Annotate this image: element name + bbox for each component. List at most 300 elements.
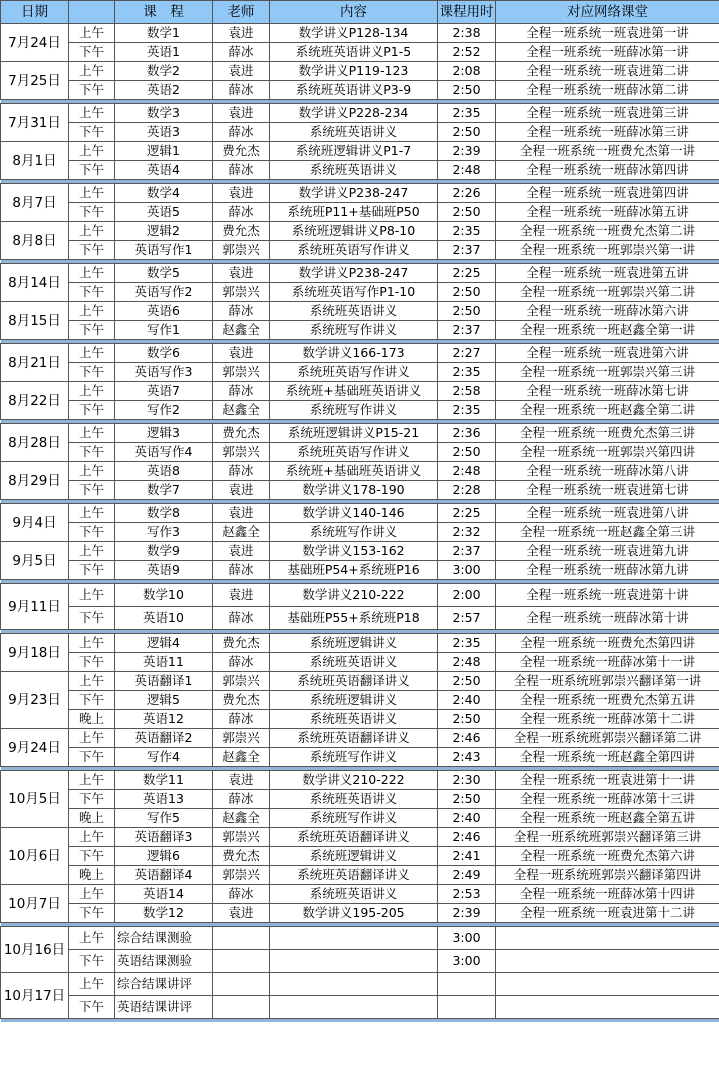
table-row bbox=[1, 885, 719, 904]
header-session bbox=[69, 1, 115, 24]
content-cell: 数学讲义166-173 bbox=[270, 344, 438, 363]
date-cell: 9月23日 bbox=[1, 672, 69, 729]
table-row bbox=[1, 634, 719, 653]
content-cell: 系统班逻辑讲义 bbox=[270, 634, 438, 653]
content-cell: 数学讲义178-190 bbox=[270, 481, 438, 500]
online-class-cell: 全程一班系统一班薛冰第九讲 bbox=[496, 561, 719, 580]
course-cell: 逻辑2 bbox=[115, 222, 213, 241]
online-class-cell: 全程一班系统一班袁进第五讲 bbox=[496, 264, 719, 283]
online-class-cell bbox=[496, 950, 719, 973]
date-cell: 9月24日 bbox=[1, 729, 69, 767]
content-cell: 系统班逻辑讲义 bbox=[270, 847, 438, 866]
table-row bbox=[1, 481, 719, 500]
session-cell: 上午 bbox=[69, 222, 115, 241]
teacher-cell: 赵鑫全 bbox=[213, 748, 270, 767]
session-cell: 上午 bbox=[69, 462, 115, 481]
course-cell: 英语写作4 bbox=[115, 443, 213, 462]
online-class-cell: 全程一班系统一班费允杰第一讲 bbox=[496, 142, 719, 161]
session-cell: 上午 bbox=[69, 24, 115, 43]
course-cell: 英语13 bbox=[115, 790, 213, 809]
duration-cell: 3:00 bbox=[438, 950, 496, 973]
online-class-cell: 全程一班系统一班薛冰第四讲 bbox=[496, 161, 719, 180]
session-cell: 上午 bbox=[69, 264, 115, 283]
online-class-cell: 全程一班系统班郭崇兴翻译第二讲 bbox=[496, 729, 719, 748]
course-cell: 英语6 bbox=[115, 302, 213, 321]
content-cell bbox=[270, 996, 438, 1019]
duration-cell: 2:46 bbox=[438, 828, 496, 847]
online-class-cell: 全程一班系统一班薛冰第七讲 bbox=[496, 382, 719, 401]
online-class-cell: 全程一班系统一班费允杰第二讲 bbox=[496, 222, 719, 241]
teacher-cell: 袁进 bbox=[213, 542, 270, 561]
content-cell: 系统班逻辑讲义 bbox=[270, 691, 438, 710]
content-cell: 系统班+基础班英语讲义 bbox=[270, 462, 438, 481]
teacher-cell: 薛冰 bbox=[213, 607, 270, 630]
course-cell: 英语11 bbox=[115, 653, 213, 672]
table-row bbox=[1, 828, 719, 847]
online-class-cell: 全程一班系统一班薛冰第五讲 bbox=[496, 203, 719, 222]
course-cell: 逻辑6 bbox=[115, 847, 213, 866]
online-class-cell: 全程一班系统一班薛冰第八讲 bbox=[496, 462, 719, 481]
teacher-cell: 郭崇兴 bbox=[213, 283, 270, 302]
date-cell: 8月22日 bbox=[1, 382, 69, 420]
teacher-cell: 郭崇兴 bbox=[213, 241, 270, 260]
table-row bbox=[1, 790, 719, 809]
date-cell: 9月5日 bbox=[1, 542, 69, 580]
course-cell: 数学2 bbox=[115, 62, 213, 81]
session-cell: 上午 bbox=[69, 504, 115, 523]
online-class-cell: 全程一班系统班郭崇兴翻译第四讲 bbox=[496, 866, 719, 885]
table-row bbox=[1, 443, 719, 462]
table-row bbox=[1, 184, 719, 203]
course-cell: 逻辑3 bbox=[115, 424, 213, 443]
table-row bbox=[1, 771, 719, 790]
date-cell: 10月6日 bbox=[1, 828, 69, 885]
content-cell: 数学讲义P238-247 bbox=[270, 184, 438, 203]
header-teacher: 老师 bbox=[213, 1, 270, 24]
online-class-cell: 全程一班系统一班郭崇兴第三讲 bbox=[496, 363, 719, 382]
table-row bbox=[1, 321, 719, 340]
course-cell: 英语8 bbox=[115, 462, 213, 481]
table-row bbox=[1, 653, 719, 672]
content-cell: 系统班写作讲义 bbox=[270, 401, 438, 420]
table-row bbox=[1, 62, 719, 81]
online-class-cell: 全程一班系统一班赵鑫全第二讲 bbox=[496, 401, 719, 420]
session-cell: 晚上 bbox=[69, 866, 115, 885]
duration-cell: 2:27 bbox=[438, 344, 496, 363]
content-cell: 数学讲义195-205 bbox=[270, 904, 438, 923]
online-class-cell: 全程一班系统班郭崇兴翻译第三讲 bbox=[496, 828, 719, 847]
teacher-cell bbox=[213, 950, 270, 973]
table-row bbox=[1, 123, 719, 142]
table-row bbox=[1, 203, 719, 222]
content-cell: 系统班英语讲义 bbox=[270, 710, 438, 729]
session-cell: 下午 bbox=[69, 81, 115, 100]
course-cell: 数学1 bbox=[115, 24, 213, 43]
date-cell: 10月5日 bbox=[1, 771, 69, 828]
session-cell: 下午 bbox=[69, 363, 115, 382]
session-cell: 下午 bbox=[69, 996, 115, 1019]
duration-cell: 2:50 bbox=[438, 123, 496, 142]
teacher-cell: 费允杰 bbox=[213, 634, 270, 653]
course-cell: 数学11 bbox=[115, 771, 213, 790]
duration-cell: 2:37 bbox=[438, 241, 496, 260]
session-cell: 下午 bbox=[69, 203, 115, 222]
content-cell: 系统班+基础班英语讲义 bbox=[270, 382, 438, 401]
table-row bbox=[1, 401, 719, 420]
table-row bbox=[1, 584, 719, 607]
teacher-cell: 薛冰 bbox=[213, 161, 270, 180]
session-cell: 下午 bbox=[69, 161, 115, 180]
content-cell: 系统班写作讲义 bbox=[270, 523, 438, 542]
session-cell: 上午 bbox=[69, 542, 115, 561]
course-cell: 英语9 bbox=[115, 561, 213, 580]
date-cell: 7月25日 bbox=[1, 62, 69, 100]
table-row bbox=[1, 104, 719, 123]
online-class-cell: 全程一班系统一班袁进第四讲 bbox=[496, 184, 719, 203]
duration-cell: 2:37 bbox=[438, 542, 496, 561]
table-row bbox=[1, 748, 719, 767]
table-row bbox=[1, 283, 719, 302]
content-cell: 数学讲义P238-247 bbox=[270, 264, 438, 283]
session-cell: 下午 bbox=[69, 283, 115, 302]
session-cell: 下午 bbox=[69, 847, 115, 866]
teacher-cell: 郭崇兴 bbox=[213, 828, 270, 847]
online-class-cell: 全程一班系统一班薛冰第十二讲 bbox=[496, 710, 719, 729]
teacher-cell: 郭崇兴 bbox=[213, 866, 270, 885]
teacher-cell: 薛冰 bbox=[213, 43, 270, 62]
date-cell: 9月11日 bbox=[1, 584, 69, 630]
course-cell: 英语写作1 bbox=[115, 241, 213, 260]
teacher-cell: 袁进 bbox=[213, 771, 270, 790]
header-course: 课 程 bbox=[115, 1, 213, 24]
duration-cell: 2:41 bbox=[438, 847, 496, 866]
online-class-cell: 全程一班系统一班袁进第三讲 bbox=[496, 104, 719, 123]
session-cell: 上午 bbox=[69, 634, 115, 653]
teacher-cell: 费允杰 bbox=[213, 142, 270, 161]
session-cell: 下午 bbox=[69, 904, 115, 923]
teacher-cell: 薛冰 bbox=[213, 462, 270, 481]
course-cell: 数学7 bbox=[115, 481, 213, 500]
course-cell: 英语14 bbox=[115, 885, 213, 904]
content-cell: 系统班英语翻译讲义 bbox=[270, 866, 438, 885]
table-row bbox=[1, 222, 719, 241]
table-row bbox=[1, 729, 719, 748]
session-cell: 上午 bbox=[69, 973, 115, 996]
table-row bbox=[1, 81, 719, 100]
content-cell: 数学讲义P228-234 bbox=[270, 104, 438, 123]
session-cell: 上午 bbox=[69, 302, 115, 321]
duration-cell: 2:35 bbox=[438, 363, 496, 382]
session-cell: 下午 bbox=[69, 607, 115, 630]
teacher-cell: 郭崇兴 bbox=[213, 363, 270, 382]
course-cell: 英语7 bbox=[115, 382, 213, 401]
course-cell: 写作3 bbox=[115, 523, 213, 542]
date-cell: 8月1日 bbox=[1, 142, 69, 180]
duration-cell: 2:39 bbox=[438, 904, 496, 923]
teacher-cell: 赵鑫全 bbox=[213, 321, 270, 340]
course-cell: 英语翻译3 bbox=[115, 828, 213, 847]
teacher-cell bbox=[213, 973, 270, 996]
online-class-cell: 全程一班系统一班袁进第二讲 bbox=[496, 62, 719, 81]
online-class-cell: 全程一班系统一班郭崇兴第二讲 bbox=[496, 283, 719, 302]
online-class-cell: 全程一班系统一班郭崇兴第四讲 bbox=[496, 443, 719, 462]
online-class-cell: 全程一班系统一班薛冰第十讲 bbox=[496, 607, 719, 630]
content-cell: 系统班英语写作P1-10 bbox=[270, 283, 438, 302]
session-cell: 上午 bbox=[69, 62, 115, 81]
teacher-cell: 薛冰 bbox=[213, 710, 270, 729]
session-cell: 下午 bbox=[69, 443, 115, 462]
header-row bbox=[1, 1, 719, 24]
content-cell bbox=[270, 927, 438, 950]
table-row bbox=[1, 691, 719, 710]
course-cell: 英语翻译4 bbox=[115, 866, 213, 885]
duration-cell: 2:40 bbox=[438, 691, 496, 710]
teacher-cell: 袁进 bbox=[213, 24, 270, 43]
course-cell: 数学8 bbox=[115, 504, 213, 523]
table-row bbox=[1, 561, 719, 580]
table-row bbox=[1, 142, 719, 161]
online-class-cell bbox=[496, 973, 719, 996]
session-cell: 上午 bbox=[69, 885, 115, 904]
table-row bbox=[1, 927, 719, 950]
teacher-cell: 郭崇兴 bbox=[213, 672, 270, 691]
session-cell: 下午 bbox=[69, 123, 115, 142]
content-cell: 系统班英语翻译讲义 bbox=[270, 729, 438, 748]
session-cell: 上午 bbox=[69, 729, 115, 748]
header-duration: 课程用时 bbox=[438, 1, 496, 24]
online-class-cell: 全程一班系统一班袁进第八讲 bbox=[496, 504, 719, 523]
duration-cell: 2:50 bbox=[438, 443, 496, 462]
duration-cell: 2:58 bbox=[438, 382, 496, 401]
duration-cell: 2:40 bbox=[438, 809, 496, 828]
session-cell: 上午 bbox=[69, 927, 115, 950]
table-row bbox=[1, 523, 719, 542]
content-cell: 数学讲义153-162 bbox=[270, 542, 438, 561]
session-cell: 上午 bbox=[69, 584, 115, 607]
course-cell: 英语结课讲评 bbox=[115, 996, 213, 1019]
online-class-cell: 全程一班系统一班袁进第七讲 bbox=[496, 481, 719, 500]
session-cell: 上午 bbox=[69, 424, 115, 443]
date-cell: 8月21日 bbox=[1, 344, 69, 382]
table-row bbox=[1, 264, 719, 283]
table-row bbox=[1, 809, 719, 828]
teacher-cell: 费允杰 bbox=[213, 691, 270, 710]
online-class-cell: 全程一班系统一班费允杰第五讲 bbox=[496, 691, 719, 710]
session-cell: 上午 bbox=[69, 184, 115, 203]
teacher-cell: 薛冰 bbox=[213, 123, 270, 142]
date-cell: 7月24日 bbox=[1, 24, 69, 62]
duration-cell: 2:50 bbox=[438, 81, 496, 100]
content-cell: 系统班英语讲义 bbox=[270, 161, 438, 180]
teacher-cell: 赵鑫全 bbox=[213, 523, 270, 542]
duration-cell: 2:35 bbox=[438, 401, 496, 420]
duration-cell: 3:00 bbox=[438, 927, 496, 950]
duration-cell: 2:57 bbox=[438, 607, 496, 630]
session-cell: 上午 bbox=[69, 672, 115, 691]
duration-cell: 2:50 bbox=[438, 790, 496, 809]
teacher-cell: 薛冰 bbox=[213, 302, 270, 321]
session-cell: 上午 bbox=[69, 828, 115, 847]
course-cell: 数学10 bbox=[115, 584, 213, 607]
online-class-cell: 全程一班系统一班薛冰第二讲 bbox=[496, 81, 719, 100]
table-row bbox=[1, 710, 719, 729]
session-cell: 下午 bbox=[69, 43, 115, 62]
content-cell bbox=[270, 950, 438, 973]
duration-cell: 2:28 bbox=[438, 481, 496, 500]
date-cell: 8月28日 bbox=[1, 424, 69, 462]
duration-cell: 2:43 bbox=[438, 748, 496, 767]
duration-cell: 2:35 bbox=[438, 634, 496, 653]
date-cell: 10月7日 bbox=[1, 885, 69, 923]
session-cell: 上午 bbox=[69, 344, 115, 363]
teacher-cell: 薛冰 bbox=[213, 382, 270, 401]
table-row bbox=[1, 424, 719, 443]
course-cell: 英语12 bbox=[115, 710, 213, 729]
duration-cell: 2:50 bbox=[438, 302, 496, 321]
content-cell: 系统班英语讲义 bbox=[270, 885, 438, 904]
duration-cell bbox=[438, 973, 496, 996]
duration-cell: 2:39 bbox=[438, 142, 496, 161]
table-row bbox=[1, 996, 719, 1019]
session-cell: 下午 bbox=[69, 241, 115, 260]
session-cell: 下午 bbox=[69, 748, 115, 767]
duration-cell: 2:25 bbox=[438, 504, 496, 523]
duration-cell: 2:48 bbox=[438, 161, 496, 180]
online-class-cell: 全程一班系统一班袁进第十一讲 bbox=[496, 771, 719, 790]
course-cell: 英语3 bbox=[115, 123, 213, 142]
course-cell: 写作4 bbox=[115, 748, 213, 767]
duration-cell: 2:35 bbox=[438, 104, 496, 123]
session-cell: 下午 bbox=[69, 653, 115, 672]
online-class-cell: 全程一班系统一班赵鑫全第五讲 bbox=[496, 809, 719, 828]
date-cell: 10月16日 bbox=[1, 927, 69, 973]
course-cell: 英语翻译2 bbox=[115, 729, 213, 748]
course-cell: 逻辑5 bbox=[115, 691, 213, 710]
table-row bbox=[1, 382, 719, 401]
session-cell: 下午 bbox=[69, 481, 115, 500]
course-cell: 逻辑1 bbox=[115, 142, 213, 161]
content-cell: 数学讲义210-222 bbox=[270, 584, 438, 607]
course-cell: 数学3 bbox=[115, 104, 213, 123]
course-cell: 英语4 bbox=[115, 161, 213, 180]
course-cell: 英语5 bbox=[115, 203, 213, 222]
session-cell: 下午 bbox=[69, 321, 115, 340]
table-row bbox=[1, 950, 719, 973]
content-cell: 系统班英语讲义P1-5 bbox=[270, 43, 438, 62]
header-content: 内容 bbox=[270, 1, 438, 24]
content-cell: 系统班英语写作讲义 bbox=[270, 241, 438, 260]
content-cell: 数学讲义P128-134 bbox=[270, 24, 438, 43]
date-cell: 8月15日 bbox=[1, 302, 69, 340]
table-row bbox=[1, 672, 719, 691]
session-cell: 下午 bbox=[69, 790, 115, 809]
course-cell: 写作5 bbox=[115, 809, 213, 828]
date-cell: 8月7日 bbox=[1, 184, 69, 222]
content-cell: 系统班英语讲义 bbox=[270, 653, 438, 672]
content-cell: 数学讲义210-222 bbox=[270, 771, 438, 790]
online-class-cell: 全程一班系统一班赵鑫全第三讲 bbox=[496, 523, 719, 542]
online-class-cell: 全程一班系统一班费允杰第三讲 bbox=[496, 424, 719, 443]
teacher-cell: 袁进 bbox=[213, 264, 270, 283]
teacher-cell: 袁进 bbox=[213, 104, 270, 123]
course-cell: 数学5 bbox=[115, 264, 213, 283]
date-cell: 8月14日 bbox=[1, 264, 69, 302]
course-cell: 英语写作3 bbox=[115, 363, 213, 382]
table-row bbox=[1, 344, 719, 363]
online-class-cell: 全程一班系统一班薛冰第十三讲 bbox=[496, 790, 719, 809]
duration-cell: 2:49 bbox=[438, 866, 496, 885]
course-cell: 英语1 bbox=[115, 43, 213, 62]
teacher-cell bbox=[213, 927, 270, 950]
duration-cell: 2:50 bbox=[438, 203, 496, 222]
duration-cell: 2:50 bbox=[438, 283, 496, 302]
course-cell: 综合结课讲评 bbox=[115, 973, 213, 996]
course-cell: 数学12 bbox=[115, 904, 213, 923]
section-divider-cell bbox=[1, 1019, 719, 1023]
duration-cell: 2:25 bbox=[438, 264, 496, 283]
content-cell: 系统班英语讲义 bbox=[270, 302, 438, 321]
content-cell: 系统班英语翻译讲义 bbox=[270, 672, 438, 691]
online-class-cell: 全程一班系统一班费允杰第六讲 bbox=[496, 847, 719, 866]
online-class-cell: 全程一班系统一班袁进第九讲 bbox=[496, 542, 719, 561]
session-cell: 晚上 bbox=[69, 710, 115, 729]
header-date: 日期 bbox=[1, 1, 69, 24]
teacher-cell: 袁进 bbox=[213, 344, 270, 363]
content-cell: 系统班逻辑讲义P1-7 bbox=[270, 142, 438, 161]
duration-cell: 2:36 bbox=[438, 424, 496, 443]
teacher-cell: 袁进 bbox=[213, 184, 270, 203]
session-cell: 上午 bbox=[69, 104, 115, 123]
online-class-cell: 全程一班系统一班薛冰第十四讲 bbox=[496, 885, 719, 904]
online-class-cell: 全程一班系统一班薛冰第六讲 bbox=[496, 302, 719, 321]
teacher-cell: 薛冰 bbox=[213, 885, 270, 904]
duration-cell: 2:50 bbox=[438, 672, 496, 691]
online-class-cell bbox=[496, 927, 719, 950]
teacher-cell: 费允杰 bbox=[213, 222, 270, 241]
table-row bbox=[1, 363, 719, 382]
content-cell: 系统班写作讲义 bbox=[270, 321, 438, 340]
duration-cell: 2:37 bbox=[438, 321, 496, 340]
duration-cell: 2:53 bbox=[438, 885, 496, 904]
teacher-cell: 袁进 bbox=[213, 481, 270, 500]
table-row bbox=[1, 43, 719, 62]
table-row bbox=[1, 847, 719, 866]
online-class-cell: 全程一班系统一班袁进第六讲 bbox=[496, 344, 719, 363]
date-cell: 10月17日 bbox=[1, 973, 69, 1019]
session-cell: 下午 bbox=[69, 523, 115, 542]
content-cell: 系统班写作讲义 bbox=[270, 809, 438, 828]
online-class-cell: 全程一班系统一班薛冰第三讲 bbox=[496, 123, 719, 142]
content-cell: 数学讲义140-146 bbox=[270, 504, 438, 523]
course-cell: 数学6 bbox=[115, 344, 213, 363]
teacher-cell: 郭崇兴 bbox=[213, 729, 270, 748]
content-cell: 系统班逻辑讲义P15-21 bbox=[270, 424, 438, 443]
duration-cell: 2:30 bbox=[438, 771, 496, 790]
online-class-cell: 全程一班系统一班费允杰第四讲 bbox=[496, 634, 719, 653]
teacher-cell: 费允杰 bbox=[213, 847, 270, 866]
content-cell: 数学讲义P119-123 bbox=[270, 62, 438, 81]
teacher-cell: 袁进 bbox=[213, 62, 270, 81]
course-cell: 写作2 bbox=[115, 401, 213, 420]
teacher-cell: 薛冰 bbox=[213, 653, 270, 672]
course-cell: 英语结课测验 bbox=[115, 950, 213, 973]
duration-cell: 2:08 bbox=[438, 62, 496, 81]
online-class-cell: 全程一班系统一班赵鑫全第四讲 bbox=[496, 748, 719, 767]
duration-cell: 2:46 bbox=[438, 729, 496, 748]
table-row bbox=[1, 462, 719, 481]
teacher-cell: 赵鑫全 bbox=[213, 809, 270, 828]
schedule-body bbox=[1, 24, 719, 1023]
